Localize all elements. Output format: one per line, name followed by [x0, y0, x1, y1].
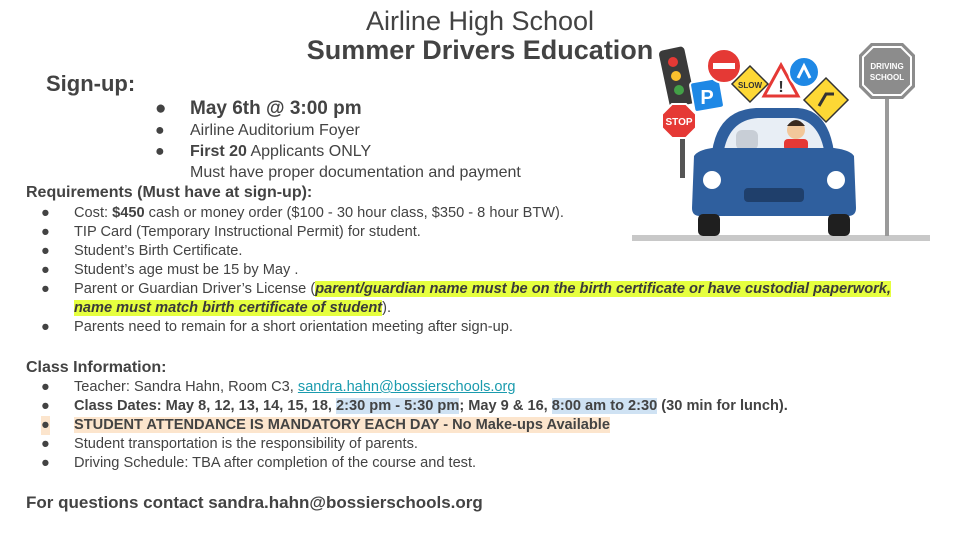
svg-text:STOP: STOP	[665, 117, 693, 128]
requirement-age: ● Student’s age must be 15 by May .	[41, 262, 299, 278]
signup-date: ● May 6th @ 3:00 pm	[155, 98, 362, 119]
school-name: Airline High School	[365, 6, 595, 36]
class-driving-schedule: ● Driving Schedule: TBA after completion of the course and test.	[41, 455, 477, 471]
bullet-icon: ●	[41, 455, 50, 471]
bullet-icon: ●	[41, 379, 50, 395]
driving-school-sign-icon	[859, 43, 915, 236]
svg-text:!: !	[778, 79, 784, 96]
contact-line: For questions contact sandra.hahn@bossierschools.org	[26, 493, 483, 512]
bullet-icon: ●	[41, 319, 50, 335]
bullet-icon: ●	[41, 281, 50, 297]
class-transportation: ● Student transportation is the responsibility of parents.	[41, 436, 418, 452]
requirement-orientation: ● Parents need to remain for a short orientation meeting after sign-up.	[41, 319, 513, 335]
bullet-icon: ●	[41, 262, 50, 278]
signup-heading: Sign-up:	[46, 71, 136, 96]
bullet-icon: ●	[41, 398, 50, 414]
requirement-birth-certificate: ● Student’s Birth Certificate.	[41, 243, 243, 259]
bullet-icon: ●	[155, 98, 167, 119]
program-title: Summer Drivers Education	[306, 35, 654, 65]
signup-limit: ● First 20 Applicants ONLY	[155, 143, 372, 160]
requirement-tip-card: ● TIP Card (Temporary Instructional Permit) for student.	[41, 224, 421, 240]
license-highlight: parent/guardian name must be on the birth certificate or have custodial paperwork, name must match birth certificate of student	[74, 281, 891, 316]
bullet-icon: ●	[155, 122, 165, 139]
requirement-license: ● Parent or Guardian Driver’s License (parent/guardian name must be on the birth certificate or have custodial paperwork, name must match birth certificate of student).	[41, 281, 891, 316]
requirement-cost: ● Cost: $450 cash or money order ($100 - 30 hour class, $350 - 8 hour BTW).	[41, 205, 564, 221]
signup-documentation-note: Must have proper documentation and payment	[190, 164, 521, 181]
no-entry-sign-icon	[707, 49, 741, 83]
class-info-list	[26, 378, 896, 473]
bullet-icon: ●	[41, 417, 50, 433]
turn-sign-icon	[789, 57, 819, 87]
bullet-icon: ●	[41, 224, 50, 240]
bullet-icon: ●	[41, 436, 50, 452]
svg-text:SCHOOL: SCHOOL	[869, 73, 905, 82]
class-attendance: ● STUDENT ATTENDANCE IS MANDATORY EACH DAY - No Make-ups Available	[41, 417, 610, 433]
bullet-icon: ●	[41, 205, 50, 221]
stop-sign-icon	[662, 104, 696, 138]
signup-location: ● Airline Auditorium Foyer	[155, 122, 360, 139]
bullet-icon: ●	[41, 243, 50, 259]
svg-text:SLOW: SLOW	[738, 81, 762, 90]
requirements-heading: Requirements (Must have at sign-up):	[26, 184, 313, 201]
bullet-icon: ●	[155, 143, 165, 160]
svg-text:DRIVING: DRIVING	[870, 62, 904, 71]
class-dates: ● Class Dates: May 8, 12, 13, 14, 15, 18, 2:30 pm - 5:30 pm; May 9 & 16, 8:00 am to 2:30 (30 min for lunch).	[41, 398, 788, 414]
class-teacher: ● Teacher: Sandra Hahn, Room C3, sandra.hahn@bossierschools.org	[41, 379, 516, 395]
class-info-heading: Class Information:	[26, 359, 167, 376]
car-icon	[692, 108, 856, 236]
svg-text:P: P	[700, 87, 714, 109]
driving-school-illustration	[628, 38, 934, 250]
signup-list	[155, 97, 521, 183]
teacher-email-link[interactable]: sandra.hahn@bossierschools.org	[297, 379, 516, 395]
